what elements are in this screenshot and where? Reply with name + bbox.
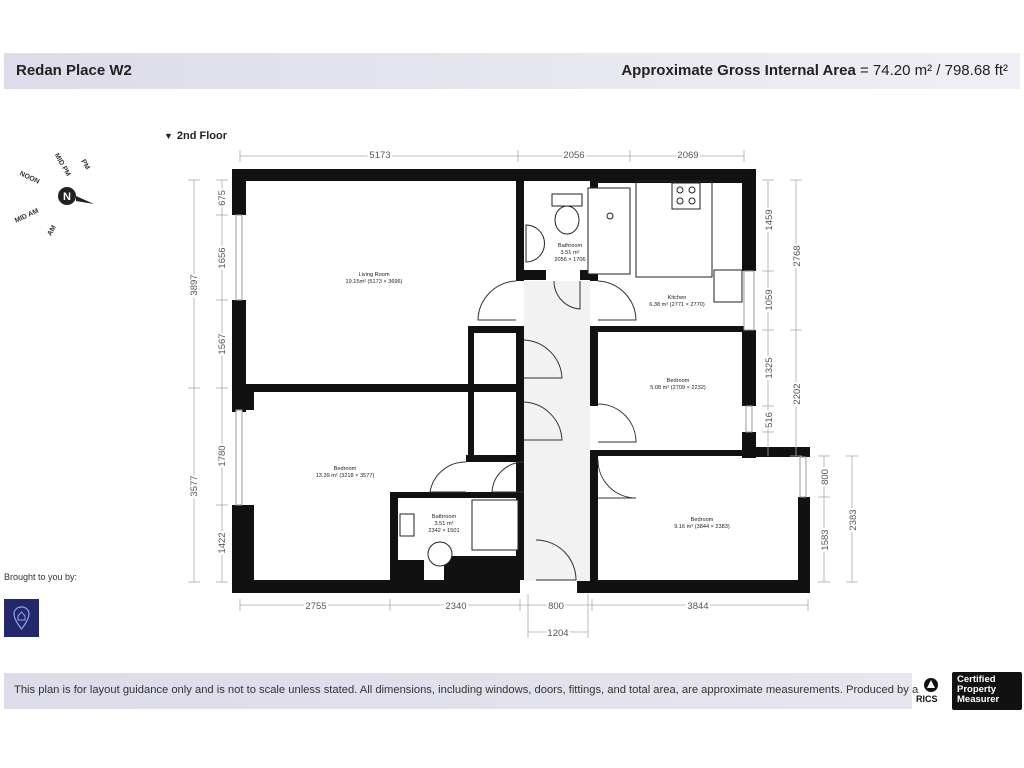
room-dims-bath1: 2056 × 1706: [554, 257, 586, 263]
room-name-bath1: Bathroom: [557, 243, 583, 249]
dim-left-outer-1: 3577: [189, 475, 200, 497]
wall: [516, 169, 524, 281]
wall: [390, 492, 524, 498]
room-name-bed-right: Bedroom: [690, 517, 714, 523]
bath-floor-block: [444, 556, 520, 580]
door: [430, 462, 466, 492]
dim-left-inner-3: 1780: [217, 445, 228, 467]
wall: [246, 384, 522, 392]
wall: [590, 456, 598, 586]
room-dims-bed-mid: 5.08 m² (2709 × 2232): [650, 385, 706, 391]
dim-top-2: 2069: [677, 150, 699, 161]
room-name-living: Living Room: [358, 272, 390, 278]
compass-label-am: AM: [46, 224, 58, 238]
location-pin-icon: [4, 599, 39, 637]
bath-basin-icon: [400, 514, 414, 536]
hob-ring-icon: [689, 198, 695, 204]
basin-icon: [526, 225, 545, 262]
wall: [232, 390, 254, 410]
area-value: = 74.20 m² / 798.68 ft²: [855, 62, 1008, 79]
wall: [390, 492, 398, 590]
dim-left-outer-0: 3897: [189, 274, 200, 296]
room-area-bath2: 3.51 m²: [434, 521, 454, 527]
wall: [590, 450, 744, 456]
bath-toilet-icon: [428, 542, 452, 566]
triangle-down-icon: ▼: [164, 131, 173, 141]
dim-left-inner-0: 675: [217, 190, 228, 206]
room-dims-bed-main: 13.39 m² (3218 × 3577): [315, 473, 375, 479]
compass-label-pm: PM: [79, 158, 91, 171]
dim-bottom-2: 800: [548, 601, 564, 612]
wall: [742, 432, 756, 458]
dim-right-inner-4: 800: [820, 469, 831, 485]
window: [236, 410, 242, 505]
brought-to-you-label: Brought to you by:: [4, 572, 78, 582]
wall: [516, 270, 546, 280]
compass-north: N: [63, 191, 71, 203]
room-dims-bath2: 2342 × 1501: [428, 528, 460, 534]
wall: [390, 580, 520, 593]
wall: [597, 580, 809, 593]
bath-shower-tray: [472, 500, 518, 550]
dim-bottom-3: 3844: [687, 601, 709, 612]
rics-logo: [914, 676, 948, 708]
cert-line-2: Property: [957, 684, 997, 695]
wall: [742, 169, 756, 271]
compass-label-noon: NOON: [18, 170, 41, 186]
dim-top-0: 5173: [369, 150, 391, 161]
dim-right-outer-1: 2202: [792, 383, 803, 405]
shower-tray: [588, 188, 630, 274]
room-dims-living: 19.15m² (5173 × 3696): [345, 279, 403, 285]
dim-left-inner-1: 1656: [217, 247, 228, 269]
hob-ring-icon: [677, 198, 683, 204]
shower-drain-icon: [607, 213, 613, 219]
hob-icon: [672, 183, 700, 209]
compass-label-mid-am: MID AM: [13, 207, 40, 225]
room-name-bed-mid: Bedroom: [666, 378, 690, 384]
dim-bottom-1: 2340: [445, 601, 467, 612]
wall: [232, 505, 254, 593]
wall: [466, 455, 524, 462]
dim-top-1: 2056: [563, 150, 585, 161]
window: [800, 457, 806, 497]
toilet-cistern: [552, 194, 582, 206]
wall: [798, 497, 810, 593]
floor-name: 2nd Floor: [176, 130, 228, 142]
wall: [234, 169, 518, 181]
window: [236, 215, 242, 300]
wall: [590, 326, 744, 332]
wall: [468, 326, 524, 333]
door: [478, 281, 516, 320]
wall: [756, 447, 810, 457]
rics-crest-icon: [914, 676, 948, 694]
hob-ring-icon: [689, 187, 695, 193]
room-name-kitchen: Kitchen: [667, 295, 687, 301]
cert-line-1: Certified: [957, 674, 996, 685]
property-title: Redan Place W2: [16, 62, 132, 79]
dim-right-inner-3: 516: [764, 412, 775, 428]
hob-ring-icon: [677, 187, 683, 193]
wall: [516, 326, 524, 456]
dim-bottom-lower: 1204: [547, 628, 569, 639]
wall: [590, 326, 598, 406]
compass-label-mid-pm: MID PM: [52, 152, 72, 178]
kitchen-sink-icon: [714, 270, 742, 302]
room-area-bath1: 3.51 m²: [560, 250, 580, 256]
door: [598, 404, 636, 442]
window: [746, 406, 752, 432]
bath-floor-block: [398, 560, 424, 580]
room-dims-bed-right: 9.16 m² (3844 × 2383): [674, 524, 730, 530]
cert-line-3: Measurer: [957, 694, 1000, 705]
dim-left-inner-4: 1422: [217, 532, 228, 554]
footer-bar: [4, 673, 919, 709]
wall: [232, 169, 246, 215]
disclaimer-text: This plan is for layout guidance only and is not to scale unless stated. All dimensions, including windows, doors, fittings, and total area, are approximate measurements. Produced by a: [14, 684, 919, 696]
room-dims-kitchen: 6.38 m² (2771 × 2770): [649, 302, 705, 308]
room-name-bath2: Bathroom: [431, 514, 457, 520]
agent-logo: [4, 599, 39, 637]
door: [598, 460, 636, 498]
dim-right-inner-1: 1059: [764, 289, 775, 311]
area-label: Approximate Gross Internal Area: [621, 62, 856, 79]
certified-measurer-badge: [952, 672, 1022, 710]
wall: [516, 455, 524, 493]
dim-left-inner-2: 1567: [217, 333, 228, 355]
dim-right-inner-5: 1583: [820, 529, 831, 551]
wall: [468, 326, 474, 462]
dim-right-inner-2: 1325: [764, 357, 775, 379]
dim-right-outer-2: 2383: [848, 509, 859, 531]
dim-right-inner-0: 1459: [764, 209, 775, 231]
wall: [518, 169, 598, 181]
dim-bottom-0: 2755: [305, 601, 327, 612]
rics-text: RICS: [916, 694, 938, 704]
dim-right-outer-0: 2768: [792, 245, 803, 267]
wall: [232, 580, 390, 593]
wall: [742, 330, 756, 406]
toilet-bowl-icon: [555, 206, 579, 234]
room-name-bed-main: Bedroom: [333, 466, 357, 472]
hallway: [524, 281, 590, 581]
window: [744, 271, 754, 330]
door: [598, 281, 636, 320]
